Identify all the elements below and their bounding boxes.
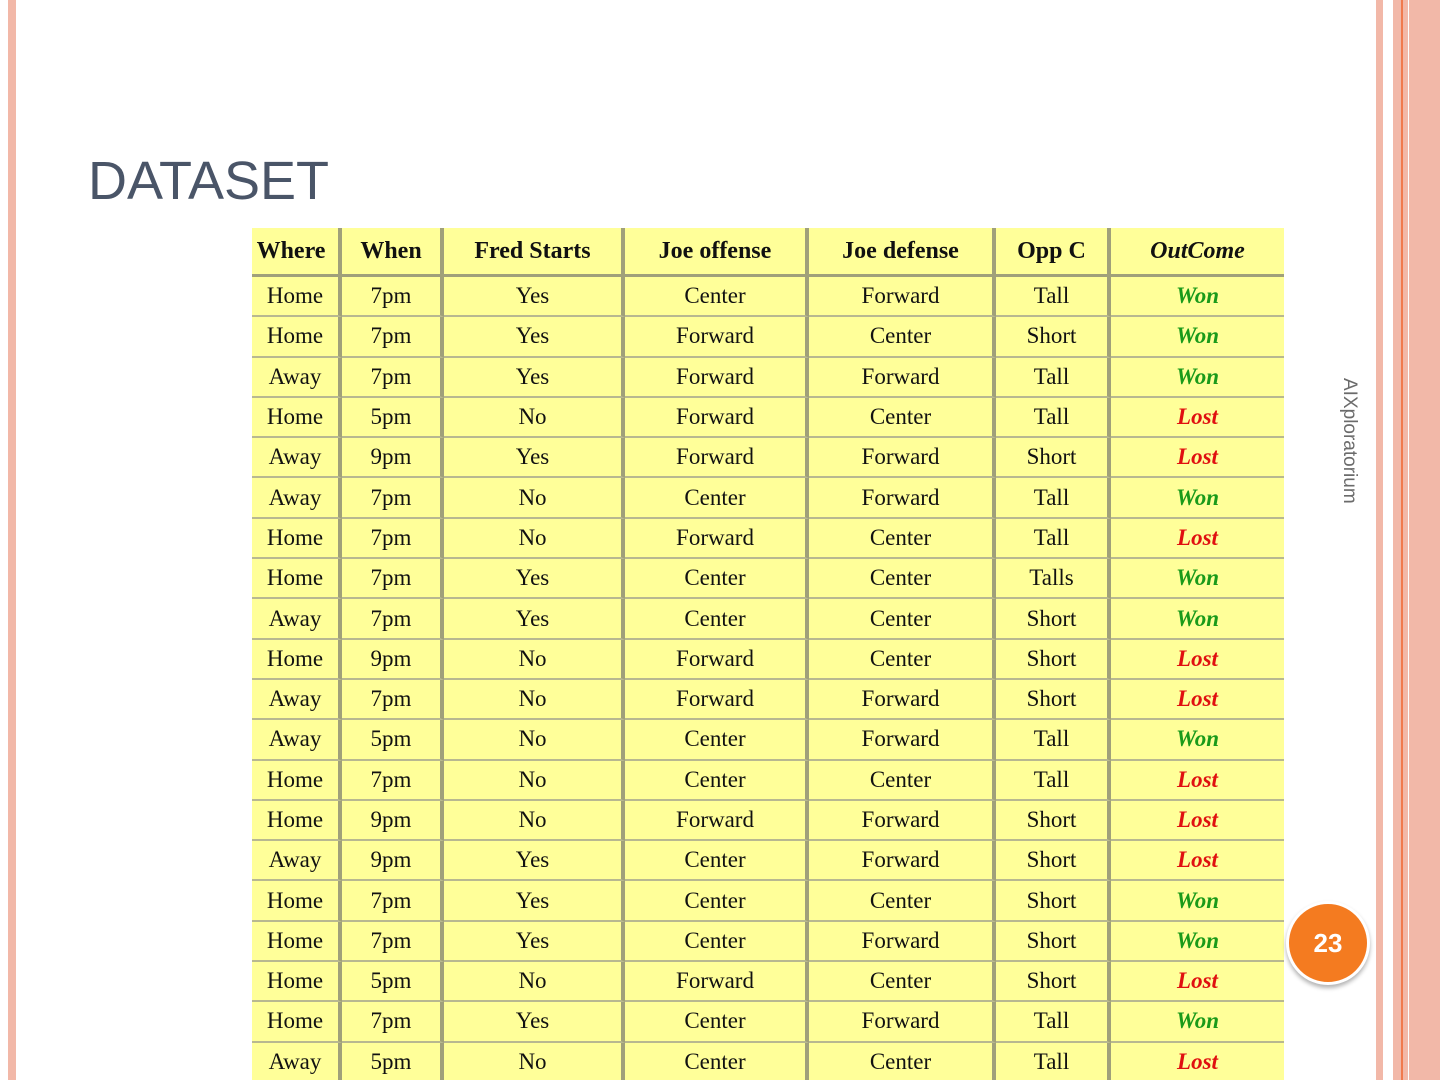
right-accent-divider: [1408, 0, 1409, 1080]
cell-when: 9pm: [342, 438, 444, 478]
cell-fred-starts: No: [444, 640, 625, 680]
cell-opp-c: Short: [996, 801, 1111, 841]
cell-fred-starts: No: [444, 720, 625, 760]
table-row: [252, 599, 1284, 639]
cell-outcome: Lost: [1111, 962, 1284, 1002]
cell-opp-c: Tall: [996, 1002, 1111, 1042]
cell-outcome: Won: [1111, 881, 1284, 921]
cell-where: Away: [252, 841, 342, 881]
table-header-row: [252, 228, 1284, 277]
cell-fred-starts: No: [444, 761, 625, 801]
cell-where: Home: [252, 881, 342, 921]
cell-joe-offense: Forward: [625, 962, 809, 1002]
cell-where: Home: [252, 640, 342, 680]
cell-joe-offense: Forward: [625, 398, 809, 438]
cell-when: 7pm: [342, 881, 444, 921]
cell-joe-defense: Center: [809, 640, 996, 680]
cell-where: Away: [252, 438, 342, 478]
cell-outcome: Won: [1111, 317, 1284, 357]
cell-joe-defense: Forward: [809, 277, 996, 317]
cell-when: 9pm: [342, 841, 444, 881]
cell-outcome: Won: [1111, 358, 1284, 398]
cell-joe-offense: Center: [625, 599, 809, 639]
cell-opp-c: Short: [996, 680, 1111, 720]
cell-joe-defense: Forward: [809, 922, 996, 962]
table-row: [252, 640, 1284, 680]
cell-outcome: Won: [1111, 599, 1284, 639]
cell-fred-starts: No: [444, 1043, 625, 1080]
column-header-fred-starts: Fred Starts: [444, 228, 625, 277]
cell-joe-defense: Forward: [809, 801, 996, 841]
cell-when: 7pm: [342, 680, 444, 720]
cell-opp-c: Tall: [996, 720, 1111, 760]
cell-joe-offense: Center: [625, 841, 809, 881]
table-row: [252, 761, 1284, 801]
cell-joe-offense: Forward: [625, 640, 809, 680]
cell-opp-c: Talls: [996, 559, 1111, 599]
cell-where: Home: [252, 317, 342, 357]
right-accent-line: [1401, 0, 1403, 1080]
cell-outcome: Won: [1111, 277, 1284, 317]
cell-where: Away: [252, 599, 342, 639]
cell-where: Away: [252, 1043, 342, 1080]
cell-when: 9pm: [342, 801, 444, 841]
cell-joe-offense: Forward: [625, 680, 809, 720]
table-row: [252, 680, 1284, 720]
cell-opp-c: Tall: [996, 478, 1111, 518]
page-number-badge: 23: [1286, 901, 1370, 985]
cell-fred-starts: No: [444, 680, 625, 720]
cell-when: 7pm: [342, 358, 444, 398]
cell-outcome: Won: [1111, 478, 1284, 518]
cell-where: Home: [252, 922, 342, 962]
cell-joe-offense: Center: [625, 761, 809, 801]
table-row: [252, 1002, 1284, 1042]
cell-when: 7pm: [342, 478, 444, 518]
cell-fred-starts: Yes: [444, 599, 625, 639]
table-row: [252, 358, 1284, 398]
cell-joe-offense: Forward: [625, 438, 809, 478]
cell-opp-c: Short: [996, 640, 1111, 680]
cell-outcome: Won: [1111, 922, 1284, 962]
cell-opp-c: Short: [996, 881, 1111, 921]
cell-joe-defense: Center: [809, 1043, 996, 1080]
cell-opp-c: Tall: [996, 1043, 1111, 1080]
cell-where: Home: [252, 277, 342, 317]
cell-fred-starts: Yes: [444, 438, 625, 478]
cell-fred-starts: Yes: [444, 358, 625, 398]
cell-outcome: Lost: [1111, 841, 1284, 881]
cell-when: 9pm: [342, 640, 444, 680]
cell-outcome: Lost: [1111, 640, 1284, 680]
table-row: [252, 881, 1284, 921]
cell-opp-c: Short: [996, 599, 1111, 639]
cell-joe-offense: Center: [625, 1043, 809, 1080]
cell-where: Home: [252, 801, 342, 841]
left-accent-bar: [8, 0, 16, 1080]
cell-joe-defense: Forward: [809, 680, 996, 720]
cell-joe-defense: Forward: [809, 358, 996, 398]
cell-joe-defense: Center: [809, 519, 996, 559]
cell-joe-defense: Forward: [809, 720, 996, 760]
side-label: AIXploratorium: [1339, 378, 1360, 504]
cell-when: 5pm: [342, 398, 444, 438]
cell-joe-offense: Center: [625, 559, 809, 599]
table-row: [252, 398, 1284, 438]
cell-joe-offense: Forward: [625, 519, 809, 559]
cell-when: 7pm: [342, 922, 444, 962]
cell-when: 7pm: [342, 761, 444, 801]
cell-fred-starts: Yes: [444, 277, 625, 317]
dataset-table: [252, 228, 1284, 1080]
slide-title: DATASET: [88, 151, 330, 211]
cell-fred-starts: No: [444, 478, 625, 518]
cell-fred-starts: No: [444, 801, 625, 841]
cell-opp-c: Short: [996, 922, 1111, 962]
table-row: [252, 922, 1284, 962]
table-row: [252, 519, 1284, 559]
cell-when: 7pm: [342, 559, 444, 599]
cell-outcome: Won: [1111, 559, 1284, 599]
cell-when: 7pm: [342, 1002, 444, 1042]
table-row: [252, 478, 1284, 518]
cell-joe-defense: Center: [809, 398, 996, 438]
cell-outcome: Lost: [1111, 398, 1284, 438]
cell-opp-c: Short: [996, 317, 1111, 357]
column-header-opp-c: Opp C: [996, 228, 1111, 277]
cell-joe-defense: Forward: [809, 478, 996, 518]
column-header-joe-offense: Joe offense: [625, 228, 809, 277]
cell-outcome: Lost: [1111, 438, 1284, 478]
table-row: [252, 438, 1284, 478]
cell-when: 7pm: [342, 519, 444, 559]
table-row: [252, 317, 1284, 357]
cell-where: Away: [252, 478, 342, 518]
cell-joe-offense: Center: [625, 922, 809, 962]
table-row: [252, 720, 1284, 760]
dataset-table-container: [252, 228, 1284, 1080]
cell-where: Away: [252, 680, 342, 720]
cell-outcome: Won: [1111, 720, 1284, 760]
cell-fred-starts: No: [444, 519, 625, 559]
right-accent-bar: [1376, 0, 1383, 1080]
cell-fred-starts: Yes: [444, 881, 625, 921]
cell-fred-starts: Yes: [444, 922, 625, 962]
cell-outcome: Lost: [1111, 680, 1284, 720]
cell-joe-offense: Forward: [625, 358, 809, 398]
cell-joe-defense: Forward: [809, 438, 996, 478]
column-header-outcome: OutCome: [1111, 228, 1284, 277]
cell-joe-offense: Center: [625, 720, 809, 760]
cell-where: Home: [252, 761, 342, 801]
cell-joe-defense: Center: [809, 881, 996, 921]
cell-opp-c: Short: [996, 438, 1111, 478]
cell-opp-c: Tall: [996, 358, 1111, 398]
cell-joe-offense: Forward: [625, 317, 809, 357]
cell-joe-defense: Center: [809, 317, 996, 357]
cell-joe-defense: Center: [809, 559, 996, 599]
cell-when: 7pm: [342, 277, 444, 317]
cell-opp-c: Tall: [996, 761, 1111, 801]
cell-where: Home: [252, 519, 342, 559]
cell-fred-starts: Yes: [444, 317, 625, 357]
column-header-joe-defense: Joe defense: [809, 228, 996, 277]
cell-joe-defense: Center: [809, 962, 996, 1002]
cell-fred-starts: No: [444, 398, 625, 438]
cell-when: 5pm: [342, 720, 444, 760]
cell-joe-offense: Center: [625, 478, 809, 518]
table-row: [252, 277, 1284, 317]
cell-where: Home: [252, 559, 342, 599]
cell-where: Home: [252, 1002, 342, 1042]
table-row: [252, 1043, 1284, 1080]
cell-when: 5pm: [342, 1043, 444, 1080]
table-body: [252, 277, 1284, 1080]
cell-joe-defense: Forward: [809, 1002, 996, 1042]
cell-opp-c: Short: [996, 962, 1111, 1002]
cell-outcome: Won: [1111, 1002, 1284, 1042]
cell-fred-starts: Yes: [444, 1002, 625, 1042]
cell-opp-c: Tall: [996, 398, 1111, 438]
column-header-when: When: [342, 228, 444, 277]
cell-joe-offense: Center: [625, 277, 809, 317]
cell-fred-starts: No: [444, 962, 625, 1002]
table-row: [252, 559, 1284, 599]
cell-outcome: Lost: [1111, 801, 1284, 841]
cell-opp-c: Tall: [996, 277, 1111, 317]
cell-joe-defense: Center: [809, 761, 996, 801]
table-row: [252, 962, 1284, 1002]
table-row: [252, 841, 1284, 881]
cell-joe-offense: Forward: [625, 801, 809, 841]
column-header-where: Where: [252, 228, 342, 277]
cell-joe-offense: Center: [625, 881, 809, 921]
cell-outcome: Lost: [1111, 519, 1284, 559]
cell-joe-defense: Center: [809, 599, 996, 639]
table-row: [252, 801, 1284, 841]
cell-opp-c: Short: [996, 841, 1111, 881]
cell-outcome: Lost: [1111, 1043, 1284, 1080]
cell-when: 7pm: [342, 317, 444, 357]
cell-where: Away: [252, 720, 342, 760]
cell-where: Home: [252, 398, 342, 438]
cell-where: Away: [252, 358, 342, 398]
cell-joe-offense: Center: [625, 1002, 809, 1042]
cell-when: 5pm: [342, 962, 444, 1002]
cell-outcome: Lost: [1111, 761, 1284, 801]
cell-fred-starts: Yes: [444, 559, 625, 599]
cell-joe-defense: Forward: [809, 841, 996, 881]
cell-where: Home: [252, 962, 342, 1002]
cell-opp-c: Tall: [996, 519, 1111, 559]
cell-when: 7pm: [342, 599, 444, 639]
cell-fred-starts: Yes: [444, 841, 625, 881]
